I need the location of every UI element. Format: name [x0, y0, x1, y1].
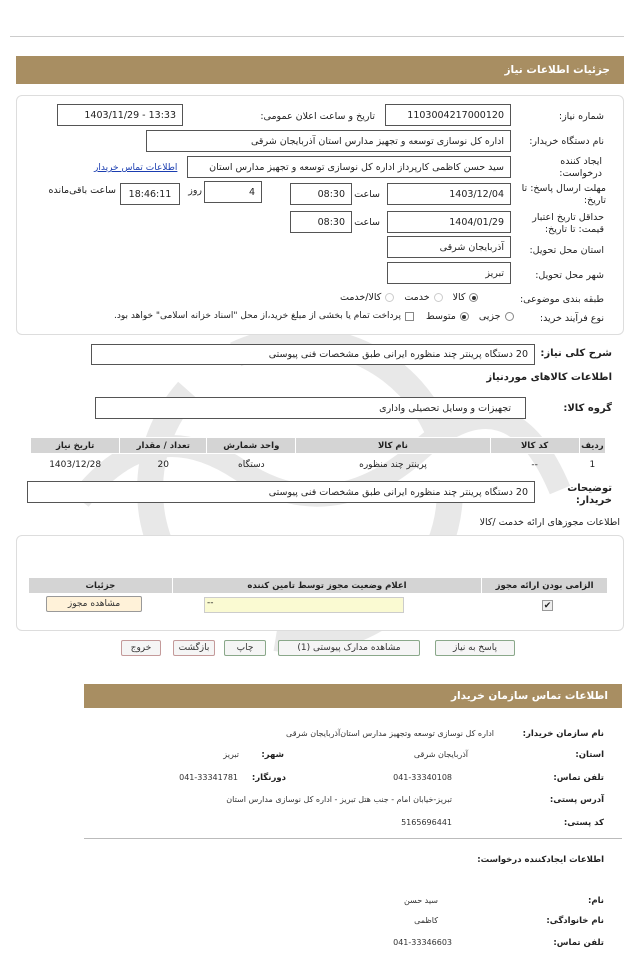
goods-table — [30, 437, 606, 476]
exit-button[interactable]: خروج — [121, 640, 161, 656]
category-option-service[interactable]: خدمت — [404, 292, 442, 303]
contact-city-label: شهر: — [261, 750, 284, 760]
buyer-notes-label: توضیحات خریدار: — [567, 483, 612, 506]
print-button[interactable]: چاپ — [224, 640, 266, 656]
col-code: کد کالا — [490, 438, 579, 454]
validity-time-label: ساعت — [354, 217, 380, 228]
creator-label: ایجاد کننده درخواست: — [559, 156, 602, 179]
summary-label: شرح کلی نیاز: — [540, 348, 612, 359]
cell-date: 1403/12/28 — [49, 459, 102, 470]
deadline-time-label: ساعت — [354, 189, 380, 200]
goods-info-title: اطلاعات کالاهای موردنیاز — [486, 372, 612, 383]
need-number-label: شماره نیاز: — [558, 111, 604, 122]
col-status: اعلام وضعیت مجوز توسط تامین کننده — [172, 578, 481, 594]
cell-unit: دستگاه — [237, 459, 265, 470]
creator-field[interactable]: سید حسن کاظمی کارپرداز اداره کل نوسازی توسعه و تجهیز مدارس استان — [187, 156, 511, 178]
contact-address-label: آدرس پستی: — [549, 795, 604, 805]
cell-code: -- — [531, 459, 538, 470]
payment-note: پرداخت تمام یا بخشی از مبلغ خرید،از محل "اسناد خزانه اسلامی" خواهد بود. — [114, 311, 414, 321]
buyer-notes-field[interactable]: 20 دستگاه پرینتر چند منظوره ایرانی طبق مشخصات فنی پیوستی — [27, 481, 535, 503]
radio-selected-icon — [460, 312, 469, 321]
col-details: جزئیات — [29, 578, 173, 594]
creator-phone-value: 041-33346603 — [393, 938, 452, 947]
col-row: ردیف — [579, 438, 605, 454]
top-divider — [10, 36, 624, 37]
radio-icon — [505, 312, 514, 321]
days-label: روز — [188, 185, 202, 196]
permit-checkbox[interactable]: ✔ — [543, 601, 552, 611]
col-unit: واحد شمارش — [207, 438, 296, 454]
city-field[interactable]: تبریز — [387, 262, 511, 284]
contact-org-value: اداره کل نوسازی توسعه وتجهیز مدارس استان‌آذربایجان شرقی — [286, 729, 494, 738]
deadline-label: مهلت ارسال پاسخ: تا تاریخ: — [521, 183, 606, 206]
cell-row: 1 — [589, 459, 596, 470]
back-button[interactable]: بازگشت — [173, 640, 215, 656]
contact-city-value: تبریز — [223, 750, 239, 759]
view-permit-button[interactable]: مشاهده مجوز — [46, 596, 142, 612]
summary-field[interactable]: 20 دستگاه پرینتر چند منظوره ایرانی طبق مشخصات فنی پیوستی — [91, 344, 535, 365]
announce-field[interactable]: 1403/11/29 - 13:33 — [57, 104, 183, 126]
process-option-medium[interactable]: متوسط — [426, 311, 469, 322]
creator-info-title: اطلاعات ایجادکننده درخواست: — [477, 855, 604, 865]
page-title: جزئیات اطلاعات نیاز — [504, 64, 610, 76]
contact-province-label: استان: — [575, 750, 604, 760]
contact-title: اطلاعات تماس سازمان خریدار — [451, 690, 608, 702]
radio-selected-icon — [469, 293, 478, 302]
category-options — [340, 292, 478, 303]
contact-phone-value: 041-33340108 — [393, 773, 452, 782]
contact-fax-value: 041-33341781 — [179, 773, 238, 782]
permit-table — [28, 577, 608, 594]
col-required: الزامی بودن ارائه مجوز — [482, 578, 608, 594]
province-label: استان محل تحویل: — [529, 245, 604, 256]
validity-date-field[interactable]: 1404/01/29 — [387, 211, 511, 233]
group-field[interactable]: تجهیزات و وسایل تحصیلی واداری — [95, 397, 526, 419]
contact-postal-value: 5165696441 — [401, 818, 452, 827]
creator-family-label: نام خانوادگی: — [546, 916, 604, 926]
category-label: طبقه بندی موضوعی: — [519, 294, 604, 305]
contact-divider — [84, 838, 622, 839]
deadline-date-field[interactable]: 1403/12/04 — [387, 183, 511, 205]
radio-icon — [385, 293, 394, 302]
creator-phone-label: تلفن تماس: — [553, 938, 604, 948]
announce-label: تاریخ و ساعت اعلان عمومی: — [260, 111, 375, 122]
contact-phone-label: تلفن تماس: — [553, 773, 604, 783]
remaining-label: ساعت باقی‌مانده — [48, 185, 116, 196]
cell-qty: 20 — [157, 459, 169, 470]
buyer-contact-link[interactable]: اطلاعات تماس خریدار — [94, 163, 178, 173]
radio-icon — [434, 293, 443, 302]
permit-table-header — [29, 578, 608, 594]
col-date: تاریخ نیاز — [31, 438, 120, 454]
buyer-org-field[interactable]: اداره کل نوسازی توسعه و تجهیز مدارس استان آذربایجان شرقی — [146, 130, 511, 152]
city-label: شهر محل تحویل: — [535, 270, 604, 281]
need-number-field[interactable]: 1103004217000120 — [385, 104, 511, 126]
goods-table-header — [31, 438, 606, 454]
contact-province-value: آذربایجان شرقی — [413, 750, 468, 759]
creator-name-label: نام: — [587, 896, 604, 906]
contact-address-value: تبریز-خیابان امام - جنب هتل تبریز - اداره کل نوسازی مدارس استان — [226, 795, 452, 804]
table-row — [31, 454, 606, 476]
col-qty: تعداد / مقدار — [120, 438, 207, 454]
col-name: نام کالا — [296, 438, 490, 454]
view-documents-button[interactable]: مشاهده مدارک پیوستی (1) — [278, 640, 420, 656]
group-label: گروه کالا: — [563, 403, 612, 414]
remaining-time-field: 18:46:11 — [120, 183, 180, 205]
process-option-minor[interactable]: جزیی — [479, 311, 514, 322]
page-header — [16, 56, 624, 84]
permit-status-field[interactable]: -- — [204, 597, 404, 613]
process-label: نوع فرآیند خرید: — [539, 313, 604, 324]
contact-fax-label: دورنگار: — [251, 773, 286, 783]
province-field[interactable]: آذربایجان شرقی — [387, 236, 511, 258]
days-field[interactable]: 4 — [204, 181, 262, 203]
cell-name: پرینتر چند منظوره — [359, 459, 427, 470]
deadline-time-field[interactable]: 08:30 — [290, 183, 352, 205]
creator-family-value: کاظمی — [414, 916, 438, 925]
permits-title: اطلاعات مجوزهای ارائه خدمت /کالا — [479, 517, 620, 528]
contact-postal-label: کد پستی: — [563, 818, 604, 828]
process-options — [426, 311, 514, 322]
reply-button[interactable]: پاسخ به نیاز — [435, 640, 515, 656]
buyer-org-label: نام دستگاه خریدار: — [529, 136, 604, 147]
creator-name-value: سید حسن — [403, 896, 438, 905]
validity-label: حداقل تاریخ اعتبار قیمت: تا تاریخ: — [532, 212, 604, 235]
payment-checkbox[interactable] — [405, 312, 414, 321]
contact-header — [84, 684, 622, 708]
category-option-both[interactable]: کالا/خدمت — [340, 292, 394, 303]
validity-time-field[interactable]: 08:30 — [290, 211, 352, 233]
contact-org-label: نام سازمان خریدار: — [522, 729, 604, 739]
category-option-goods[interactable]: کالا — [453, 292, 479, 303]
